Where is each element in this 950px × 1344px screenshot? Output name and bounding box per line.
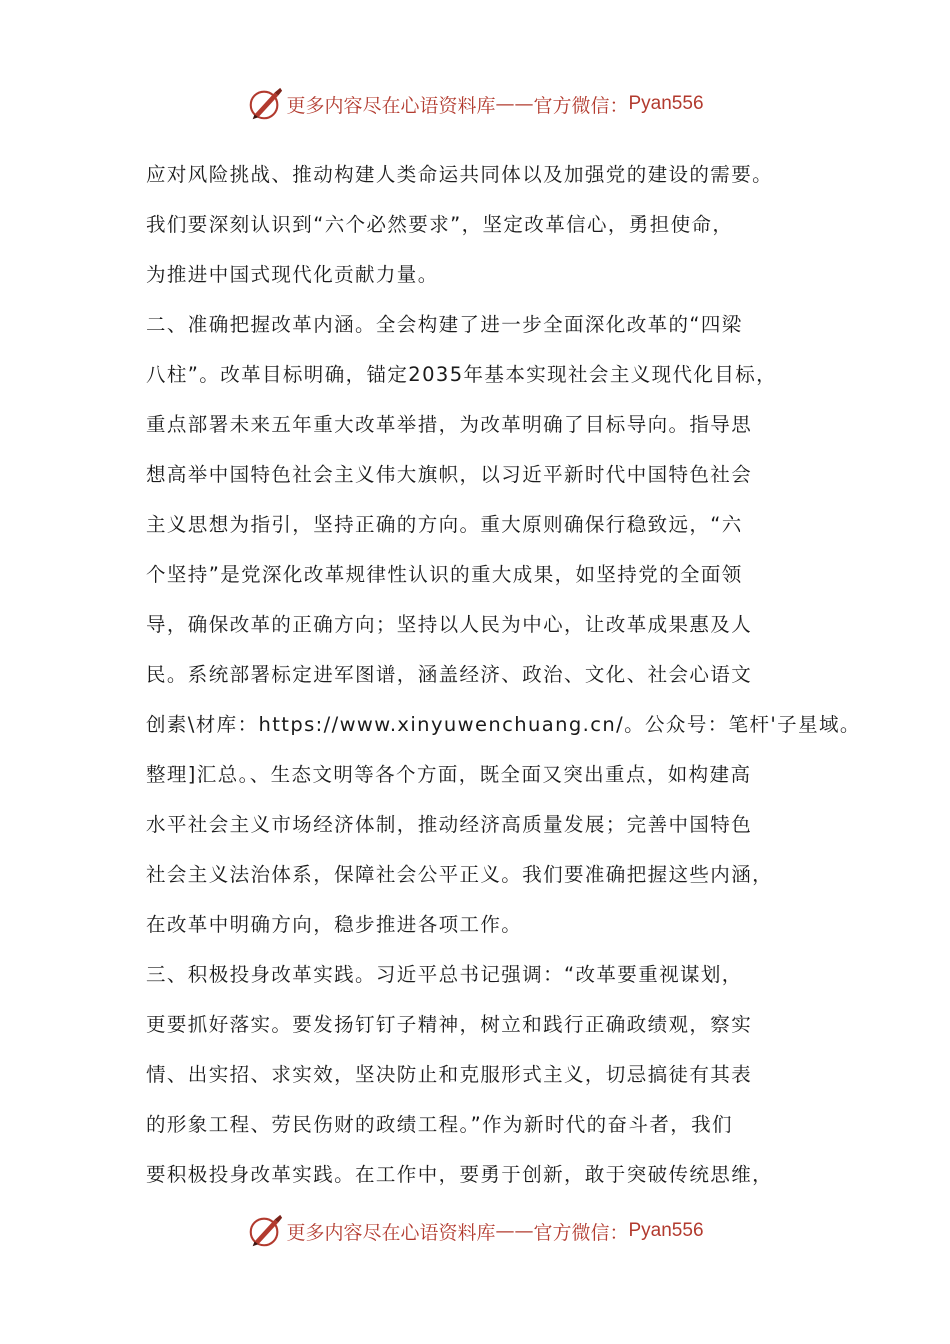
body-line: 的形象工程、劳民伤财的政绩工程。”作为新时代的奋斗者，我们 — [146, 1113, 733, 1136]
body-line: 社会主义法治体系，保障社会公平正义。我们要准确把握这些内涵， — [146, 863, 774, 886]
footer-site-text: 更多内容尽在心语资料库 — [286, 1221, 496, 1244]
header-dash: —— — [495, 93, 534, 115]
header-banner — [0, 84, 950, 124]
body-line: 个坚持”是党深化改革规律性认识的重大成果，如坚持党的全面领 — [146, 563, 743, 586]
body-line: 整理]汇总。、生态文明等各个方面，既全面又突出重点，如构建高 — [146, 763, 752, 786]
body-line: 水平社会主义市场经济体制，推动经济高质量发展；完善中国特色 — [146, 813, 753, 836]
body-line: 二、准确把握改革内涵。全会构建了进一步全面深化改革的“四梁 — [146, 313, 743, 336]
body-line: 主义思想为指引，坚持正确的方向。重大原则确保行稳致远，“六 — [146, 513, 743, 536]
header-wechat-id: Pyan556 — [628, 93, 704, 114]
body-line: 情、出实招、求实效，坚决防止和克服形式主义，切忌搞徒有其表 — [146, 1063, 753, 1086]
header-site-text: 更多内容尽在心语资料库 — [286, 94, 496, 117]
body-line: 在改革中明确方向，稳步推进各项工作。 — [146, 913, 523, 936]
header-wechat-label: 官方微信： — [533, 94, 629, 117]
body-line: 要积极投身改革实践。在工作中，要勇于创新，敢于突破传统思维， — [146, 1163, 774, 1186]
body-line-with-link: 创素\材库：https://www.xinyuwenchuang.cn/。公众号：笔杆'子星域。 — [146, 713, 861, 736]
document-body — [146, 150, 861, 1200]
body-line: 八柱”。改革目标明确，锚定2035年基本实现社会主义现代化目标， — [146, 363, 778, 386]
body-line: 更要抓好落实。要发扬钉钉子精神，树立和践行正确政绩观，察实 — [146, 1013, 753, 1036]
body-line: 想高举中国特色社会主义伟大旗帜，以习近平新时代中国特色社会 — [146, 463, 753, 486]
body-line: 民。系统部署标定进军图谱，涵盖经济、政治、文化、社会心语文 — [146, 663, 753, 686]
footer-wechat-label: 官方微信： — [533, 1221, 629, 1244]
body-line: 三、积极投身改革实践。习近平总书记强调：“改革要重视谋划， — [146, 963, 743, 986]
body-line: 重点部署未来五年重大改革举措，为改革明确了目标导向。指导思 — [146, 413, 753, 436]
body-line: 导，确保改革的正确方向；坚持以人民为中心，让改革成果惠及人 — [146, 613, 753, 636]
footer-banner — [0, 1211, 950, 1251]
body-line: 我们要深刻认识到“六个必然要求”，坚定改革信心，勇担使命， — [146, 213, 734, 236]
footer-wechat-id: Pyan556 — [628, 1220, 704, 1241]
pen-logo-icon — [246, 85, 284, 123]
footer-dash: —— — [495, 1220, 534, 1242]
body-line: 为推进中国式现代化贡献力量。 — [146, 263, 439, 286]
pen-logo-icon — [246, 1212, 284, 1250]
body-line: 应对风险挑战、推动构建人类命运共同体以及加强党的建设的需要。 — [146, 163, 774, 186]
